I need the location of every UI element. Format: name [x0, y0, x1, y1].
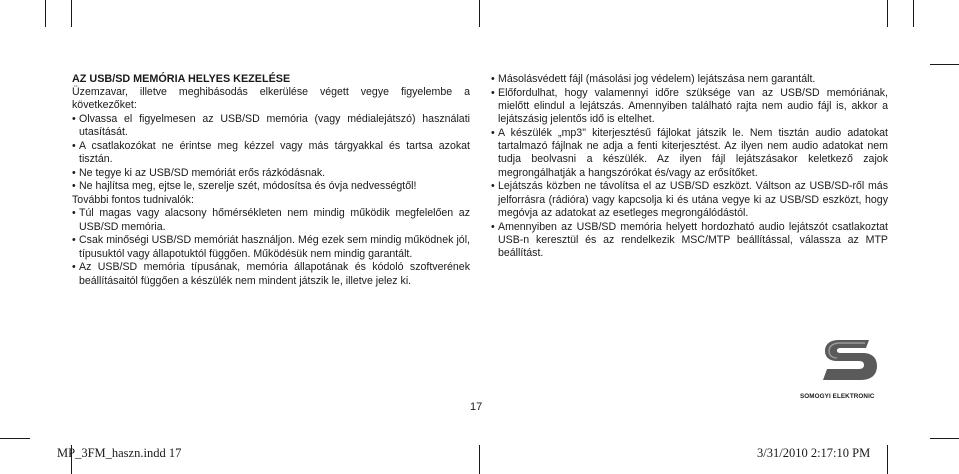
footer-timestamp: 3/31/2010 2:17:10 PM	[757, 446, 871, 460]
crop-mark-top-center	[479, 0, 480, 27]
list-item: • Az USB/SD memória típusának, memória állapotának és kódoló szoftverének beállításaitól függően a készülék nem mindent játszik le, illetve jelez ki.	[72, 261, 470, 287]
footer-filename: MP_3FM_haszn.indd 17	[57, 446, 182, 460]
list-item: • A csatlakozókat ne érintse meg kézzel vagy más tárgyakkal és tartsa azokat tisztán.	[72, 140, 470, 166]
footer-rule-right	[930, 438, 959, 439]
crop-mark-top-right	[887, 0, 888, 27]
list-item: • Lejátszás közben ne távolítsa el az USB/SD eszközt. Váltson az USB/SD-ről más jelforrásra (rádióra) vagy kapcsolja ki és utána vegye ki az USB/SD eszközt, hogy megóvja az adatokat az esetleges megrongálódástól.	[491, 180, 888, 220]
care-list	[72, 113, 470, 194]
list-item: • Másolásvédett fájl (másolási jog védelem) lejátszása nem garantált.	[491, 73, 888, 86]
list-item: • Olvassa el figyelmesen az USB/SD memória (vagy médialejátszó) használati utasítását.	[72, 113, 470, 139]
list-item: • Túl magas vagy alacsony hőmérsékleten nem mindig működik megfelelően az USB/SD memória.	[72, 207, 470, 233]
list-item: • Ne tegye ki az USB/SD memóriát erős rázkódásnak.	[72, 167, 470, 180]
list-item: • Előfordulhat, hogy valamennyi időre szüksége van az USB/SD memóriának, mielőtt elindul a lejátszás. Amennyiben található rajta nem audio fájl is, akkor a lejátszásig jelentős idő is eltelhet.	[491, 87, 888, 127]
subheading: További fontos tudnivalók:	[72, 194, 194, 207]
list-item: • Csak minőségi USB/SD memóriát használjon. Még ezek sem mindig működnek jól, típusuktól vagy állapotuktól függően. Működésük nem mindig garantált.	[72, 234, 470, 260]
crop-mark-top-left	[45, 0, 46, 27]
left-column	[72, 73, 470, 288]
crop-mark-bottom-right	[887, 445, 888, 474]
right-column	[491, 73, 888, 261]
crop-mark-top-left-2	[71, 0, 72, 27]
page-number: 17	[470, 401, 483, 413]
intro-text: Üzemzavar, illetve meghibásodás elkerülése végett vegye figyelembe a következőket:	[72, 86, 470, 112]
list-item: • Ne hajlítsa meg, ejtse le, szerelje szét, módosítsa és óvja nedvességtől!	[72, 180, 470, 193]
crop-mark-side-right	[930, 64, 959, 65]
crop-mark-bottom-center	[479, 445, 480, 474]
playback-notes-list	[491, 73, 888, 260]
footer-rule-left	[0, 438, 30, 439]
notes-list	[72, 207, 470, 287]
list-item: • Amennyiben az USB/SD memória helyett hordozható audio lejátszót csatlakoztat USB-n keresztül és az rendelkezik MSC/MTP beállítással, válassza az MTP beállítást.	[491, 221, 888, 261]
logo-text: SOMOGYI ELEKTRONIC	[800, 393, 875, 400]
section-heading: AZ USB/SD MEMÓRIA HELYES KEZELÉSE	[72, 73, 291, 85]
list-item: • A készülék „mp3" kiterjesztésű fájlokat játszik le. Nem tisztán audio adatokat tartalmazó fájlnak ne adja a fenti kiterjesztést. Az ilyen nem audio adatokat nem tudja beolvasni a készülék. Az ilyen fájl lejátszásakor keletkező zajok megrongálhatják a hangszórókat és/vagy az erősítőket.	[491, 127, 888, 180]
somogyi-logo-icon	[815, 330, 895, 397]
crop-mark-top-right-2	[913, 0, 914, 27]
s-logo-icon	[815, 330, 885, 392]
